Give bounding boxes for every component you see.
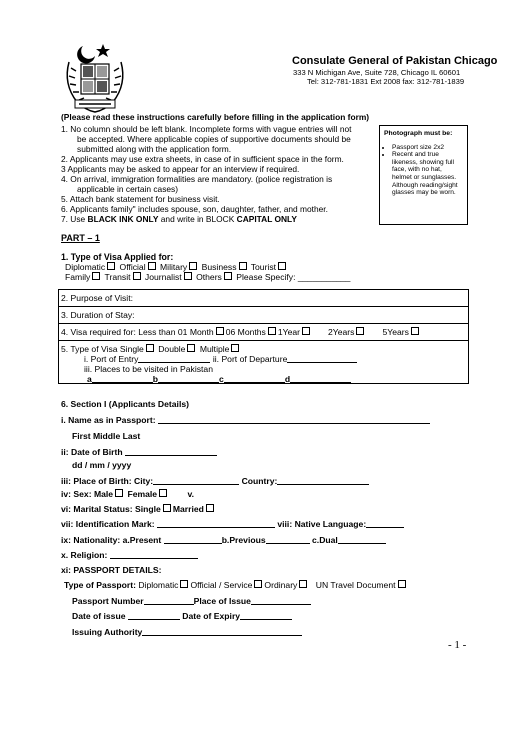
place-b-field[interactable] <box>158 374 219 383</box>
place-a-field[interactable] <box>92 374 153 383</box>
dual-label: c.Dual <box>312 535 338 545</box>
option-label: Diplomatic <box>65 262 106 272</box>
place-letter: c <box>219 374 224 384</box>
journalist-checkbox[interactable] <box>184 272 192 280</box>
page-number: - 1 - <box>448 639 467 651</box>
instruction-line-7 <box>61 214 297 224</box>
issue-dates-line <box>72 611 292 621</box>
text-bold: BLACK INK ONLY <box>87 214 159 224</box>
place-d-field[interactable] <box>290 374 351 383</box>
name-label: i. Name as in Passport: <box>61 415 156 425</box>
passport-number-field[interactable] <box>144 596 194 605</box>
passport-type-line <box>64 580 408 590</box>
consulate-address: 333 N Michigan Ave, Suite 728, Chicago IL 60601 <box>293 68 461 77</box>
business-checkbox[interactable] <box>239 262 247 270</box>
option-label: Official / Service <box>190 580 253 590</box>
place-letter: d <box>284 374 291 384</box>
option-label: Business <box>201 262 237 272</box>
dob-line <box>61 447 217 457</box>
country-label: Country <box>241 476 275 486</box>
pob-line: iii: Place of Birth: City: Country: <box>61 476 369 486</box>
previous-label: b.Previous <box>221 535 266 545</box>
country-field[interactable] <box>277 476 369 485</box>
transit-checkbox[interactable] <box>133 272 141 280</box>
text: and write in BLOCK <box>158 214 237 224</box>
option-label: Military <box>160 262 188 272</box>
purpose-label: 2. Purpose of Visit: <box>61 293 133 303</box>
option-label: Journalist <box>144 272 182 282</box>
marital-line <box>61 504 216 514</box>
emblem-icon <box>59 40 131 116</box>
option-label: Others <box>196 272 222 282</box>
married-label: Married <box>172 504 204 514</box>
id-mark-label: vii: Identification Mark: <box>61 519 155 529</box>
photo-requirement: • Passport size 2x2 <box>392 144 463 152</box>
nationality-label: ix: Nationality: a.Present <box>61 535 162 545</box>
authority-label: Issuing Authority <box>72 627 143 637</box>
male-checkbox[interactable] <box>115 489 123 497</box>
instruction-line: be accepted. Where applicable copies of supportive documents should be <box>77 134 351 144</box>
duration-label: 3. Duration of Stay: <box>61 310 135 320</box>
option-label: Transit <box>104 272 131 282</box>
port-departure-field[interactable] <box>287 354 357 363</box>
place-issue-field[interactable] <box>251 596 311 605</box>
authority-line <box>72 627 302 637</box>
passport-heading: xi: PASSPORT DETAILS: <box>61 565 162 575</box>
date-expiry-field[interactable] <box>240 611 292 620</box>
diplomatic-checkbox[interactable] <box>107 262 115 270</box>
places-line <box>87 374 351 384</box>
female-label: Female <box>127 489 158 499</box>
visa-type-label: 1. Type of Visa Applied for: <box>61 252 174 262</box>
option-label: Official <box>119 262 146 272</box>
option-label: Family <box>65 272 91 282</box>
visa-entry-type <box>61 344 241 354</box>
religion-label: x. Religion: <box>61 550 108 560</box>
places-label: iii. Places to be visited in Pakistan <box>84 364 213 374</box>
option-label: Multiple <box>199 344 230 354</box>
nationality-line <box>61 535 386 545</box>
part-heading: PART – 1 <box>61 233 100 243</box>
option-label: 5Years <box>382 327 409 337</box>
others-checkbox[interactable] <box>224 272 232 280</box>
consulate-title: Consulate General of Pakistan Chicago <box>292 55 498 67</box>
native-language-label: viii: Native Language <box>277 519 364 529</box>
official-passport-checkbox[interactable] <box>254 580 262 588</box>
instruction-line: 3 Applicants may be asked to appear for an interview if required. <box>61 164 300 174</box>
family-checkbox[interactable] <box>92 272 100 280</box>
instruction-line: submitted along with the application form. <box>77 144 232 154</box>
instruction-line: 1. No column should be left blank. Incomplete forms with vague entries will not <box>61 124 352 134</box>
option-label: UN Travel Document <box>315 580 396 590</box>
ordinary-passport-checkbox[interactable] <box>299 580 307 588</box>
consulate-phone: Tel: 312-781-1831 Ext 2008 fax: 312-781-1839 <box>307 77 465 86</box>
single-entry-checkbox[interactable] <box>146 344 154 352</box>
dual-nationality-field[interactable] <box>338 535 386 544</box>
option-label: Ordinary <box>264 580 298 590</box>
pob-label: iii: Place of Birth: City <box>61 476 151 486</box>
one-year-checkbox[interactable] <box>302 327 310 335</box>
required-for-options <box>61 327 421 337</box>
date-issue-label: Date of issue <box>72 611 126 621</box>
visa-type-row-1 <box>65 262 288 272</box>
visa-type-row-2 <box>65 272 350 282</box>
photo-requirements-box <box>379 125 468 225</box>
two-years-checkbox[interactable] <box>356 327 364 335</box>
port-entry-label: i. Port of Entry <box>84 354 139 364</box>
single-checkbox[interactable] <box>163 504 171 512</box>
name-parts: First Middle Last <box>72 431 141 441</box>
present-nationality-field[interactable] <box>164 535 222 544</box>
religion-line <box>61 550 198 560</box>
previous-nationality-field[interactable] <box>266 535 310 544</box>
visa-type-label: 5. Type of Visa Single <box>61 344 144 354</box>
name-line <box>61 415 430 425</box>
instruction-line: 5. Attach bank statement for business visit. <box>61 194 220 204</box>
instruction-line: applicable in certain cases) <box>77 184 179 194</box>
city-field[interactable] <box>153 476 239 485</box>
ports-line <box>84 354 357 364</box>
section-1-heading: 6. Section I (Applicants Details) <box>61 399 189 409</box>
passport-number-label: Passport Number <box>72 596 144 606</box>
option-label: Tourist <box>250 262 277 272</box>
instructions-heading: (Please read these instructions carefully before filling in the application form) <box>61 112 370 122</box>
un-travel-document-checkbox[interactable] <box>398 580 406 588</box>
military-checkbox[interactable] <box>189 262 197 270</box>
id-mark-line: vii: Identification Mark: viii: Native Language: <box>61 519 404 529</box>
passport-type-label: Type of Passport: <box>64 580 136 590</box>
text-bold: CAPITAL ONLY <box>236 214 297 224</box>
less-than-month-checkbox[interactable] <box>216 327 224 335</box>
port-entry-field[interactable] <box>138 354 210 363</box>
photo-box-title: Photograph must be: <box>384 130 453 137</box>
six-months-checkbox[interactable] <box>268 327 276 335</box>
authority-field[interactable] <box>142 627 302 636</box>
religion-field[interactable] <box>110 550 198 559</box>
please-specify[interactable]: Please Specify: ___________ <box>236 272 351 282</box>
v-label: v. <box>187 489 194 499</box>
diplomatic-passport-checkbox[interactable] <box>180 580 188 588</box>
instruction-line: 6. Applicants family" includes spouse, son, daughter, father, and mother. <box>61 204 328 214</box>
tourist-checkbox[interactable] <box>278 262 286 270</box>
option-label: Diplomatic <box>138 580 179 590</box>
text: 7. Use <box>61 214 88 224</box>
sex-line <box>61 489 194 499</box>
date-expiry-label: Date of Expiry <box>182 611 241 621</box>
place-letter: a <box>87 374 92 384</box>
official-checkbox[interactable] <box>148 262 156 270</box>
date-issue-field[interactable] <box>128 611 180 620</box>
female-checkbox[interactable] <box>159 489 167 497</box>
option-label: 2Years <box>328 327 355 337</box>
instruction-line: 2. Applicants may use extra sheets, in case of in sufficient space in the form. <box>61 154 344 164</box>
id-mark-field[interactable] <box>157 519 275 528</box>
place-issue-label: Place of Issue <box>193 596 251 606</box>
name-field[interactable] <box>158 415 430 424</box>
place-c-field[interactable] <box>224 374 285 383</box>
port-departure-label: ii. Port of Departure <box>212 354 288 364</box>
photo-requirement: • Recent and true likeness, showing full face, with no hat, helmet or sunglasses. Although reading/sight glasses may be worn. <box>392 151 463 197</box>
option-label: 1Year <box>277 327 301 337</box>
dob-field[interactable] <box>125 447 217 456</box>
native-language-field[interactable] <box>366 519 404 528</box>
dob-format: dd / mm / yyyy <box>72 460 132 470</box>
instruction-line: 4. On arrival, immigration formalities are mandatory. (police registration is <box>61 174 333 184</box>
required-for-label: 4. Visa required for: Less than 01 Month <box>61 327 214 337</box>
option-label: Double <box>158 344 186 354</box>
photo-requirements-list <box>384 144 463 197</box>
multiple-entry-checkbox[interactable] <box>231 344 239 352</box>
married-checkbox[interactable] <box>206 504 214 512</box>
option-label: 06 Months <box>225 327 266 337</box>
dob-label: ii: Date of Birth <box>61 447 123 457</box>
marital-label: vi: Marital Status: Single <box>61 504 161 514</box>
double-entry-checkbox[interactable] <box>187 344 195 352</box>
place-letter: b <box>152 374 159 384</box>
passport-number-line <box>72 596 311 606</box>
sex-label: iv: Sex: Male <box>61 489 114 499</box>
five-years-checkbox[interactable] <box>411 327 419 335</box>
